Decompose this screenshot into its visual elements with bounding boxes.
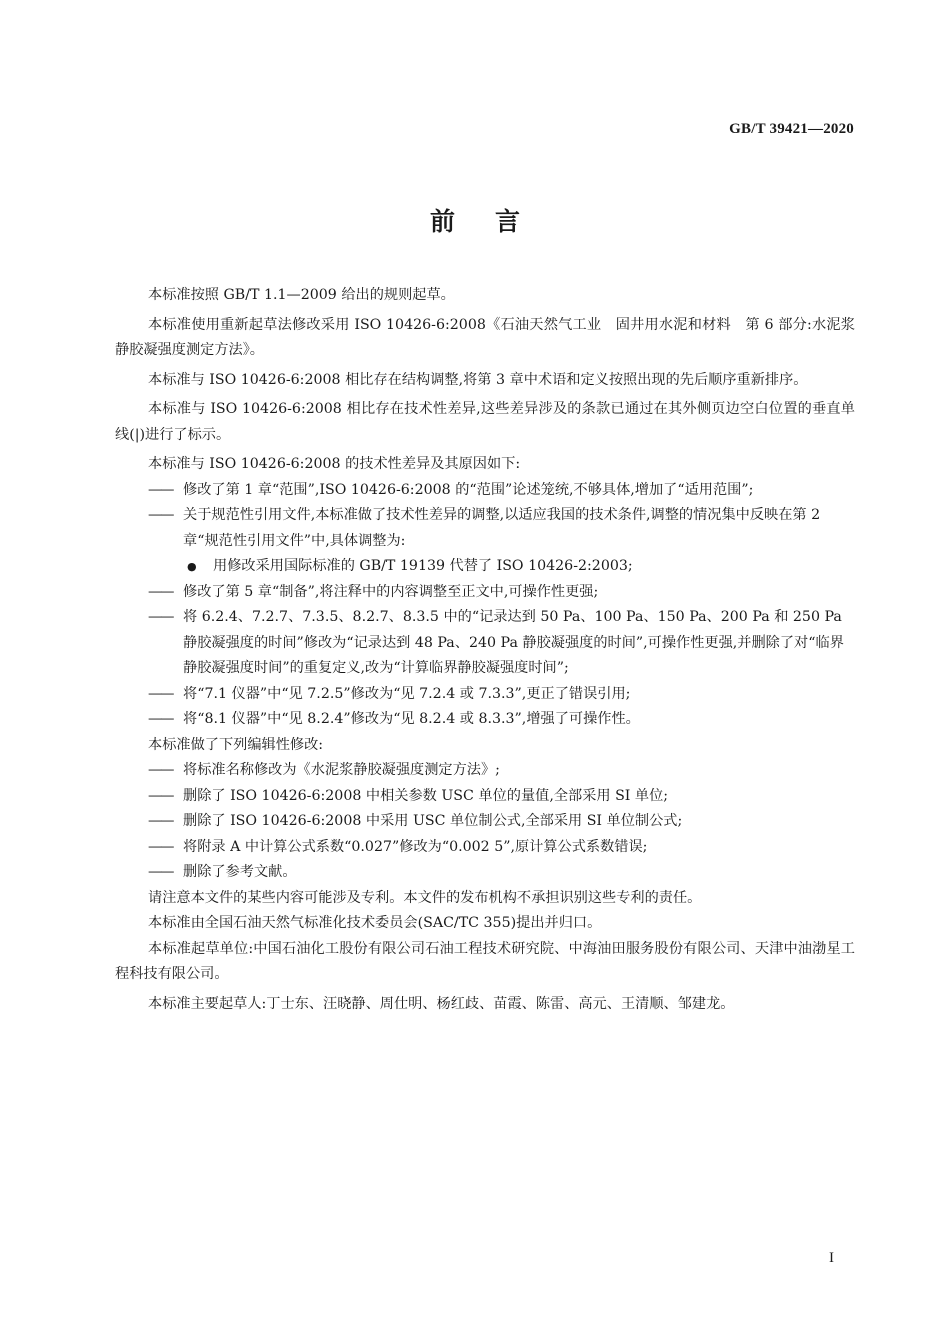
dash-marker: ——: [148, 762, 173, 778]
page-number: I: [829, 1250, 834, 1266]
dash-marker: ——: [148, 838, 173, 855]
dash-marker: ——: [148, 609, 173, 625]
paragraph: 本标准与 ISO 10426-6:2008 相比存在结构调整,将第 3 章中术语和定义按照出现的先后顺序重新排序。: [148, 371, 808, 388]
dash-marker: ——: [148, 685, 173, 702]
list-item: [115, 478, 855, 504]
dash-marker: ——: [148, 864, 173, 880]
list-item-text: 将“7.1 仪器”中“见 7.2.5”修改为“见 7.2.4 或 7.3.3”,更正了错误引用;: [183, 685, 631, 702]
list-item: [115, 758, 855, 784]
list-item-text: 将 6.2.4、7.2.7、7.3.5、8.2.7、8.3.5 中的“记录达到 50 Pa、100 Pa、150 Pa、200 Pa 和 250 Pa 静胶凝强度的时间”修改为“记录达到 48 Pa、240 Pa 静胶凝强度的时间”,可操作性更强,并删除了对“临界静胶凝强度时间”的重复定义,改为“计算临界静胶凝强度时间”;: [183, 609, 844, 676]
list-item-text: 删除了 ISO 10426-6:2008 中采用 USC 单位制公式,全部采用 SI 单位制公式;: [183, 813, 683, 829]
dash-marker: ——: [148, 711, 173, 727]
dash-marker: ——: [148, 787, 173, 804]
list-item: [115, 682, 855, 708]
paragraph: 本标准与 ISO 10426-6:2008 的技术性差异及其原因如下:: [148, 456, 521, 472]
dash-marker: ——: [148, 481, 173, 498]
bullet-icon: ●: [187, 560, 197, 573]
list-item-text: 修改了第 1 章“范围”,ISO 10426-6:2008 的“范围”论述笼统,不够具体,增加了“适用范围”;: [183, 481, 754, 498]
dash-marker: ——: [148, 813, 173, 829]
list-item-text: 将“8.1 仪器”中“见 8.2.4”修改为“见 8.2.4 或 8.3.3”,增强了可操作性。: [183, 711, 640, 727]
paragraph: 本标准主要起草人:丁士东、汪晓静、周仕明、杨红歧、苗霞、陈雷、高元、王清顺、邹建龙。: [148, 995, 735, 1012]
list-item-text: 将标准名称修改为《水泥浆静胶凝强度测定方法》;: [183, 762, 500, 778]
foreword-body: [115, 283, 855, 1017]
list-item: [115, 605, 855, 682]
page-title: 前言: [429, 207, 560, 236]
dash-marker: ——: [148, 583, 173, 600]
list-item: [115, 707, 855, 733]
paragraph: 本标准做了下列编辑性修改:: [148, 736, 324, 753]
list-item: [115, 580, 855, 606]
list-item-text: 关于规范性引用文件,本标准做了技术性差异的调整,以适应我国的技术条件,调整的情况集中反映在第 2 章“规范性引用文件”中,具体调整为:: [183, 507, 821, 549]
paragraph: 本标准与 ISO 10426-6:2008 相比存在技术性差异,这些差异涉及的条款已通过在其外侧页边空白位置的垂直单线(|)进行了标示。: [115, 401, 855, 443]
list-item-text: 删除了 ISO 10426-6:2008 中相关参数 USC 单位的量值,全部采用 SI 单位;: [183, 787, 669, 804]
bullet-item: [115, 554, 855, 580]
paragraph: 本标准起草单位:中国石油化工股份有限公司石油工程技术研究院、中海油田服务股份有限公司、天津中油渤星工程科技有限公司。: [115, 940, 855, 982]
list-item-text: 将附录 A 中计算公式系数“0.027”修改为“0.002 5”,原计算公式系数错误;: [183, 838, 648, 855]
list-item: [115, 835, 855, 861]
list-item-text: 修改了第 5 章“制备”,将注释中的内容调整至正文中,可操作性更强;: [183, 583, 599, 600]
bullet-item-text: 用修改采用国际标准的 GB/T 19139 代替了 ISO 10426-2:2003;: [213, 558, 633, 574]
list-item: [115, 809, 855, 835]
paragraph: 本标准由全国石油天然气标准化技术委员会(SAC/TC 355)提出并归口。: [148, 915, 602, 931]
list-item: [115, 503, 855, 554]
dash-marker: ——: [148, 507, 173, 523]
list-item: [115, 784, 855, 810]
paragraph: 本标准使用重新起草法修改采用 ISO 10426-6:2008《石油天然气工业 固井用水泥和材料 第 6 部分:水泥浆静胶凝强度测定方法》。: [115, 316, 855, 358]
list-item-text: 删除了参考文献。: [183, 864, 297, 880]
list-item: [115, 860, 855, 886]
paragraph: 本标准按照 GB/T 1.1—2009 给出的规则起草。: [148, 287, 455, 303]
standard-number: GB/T 39421—2020: [729, 121, 854, 137]
paragraph: 请注意本文件的某些内容可能涉及专利。本文件的发布机构不承担识别这些专利的责任。: [148, 889, 702, 906]
